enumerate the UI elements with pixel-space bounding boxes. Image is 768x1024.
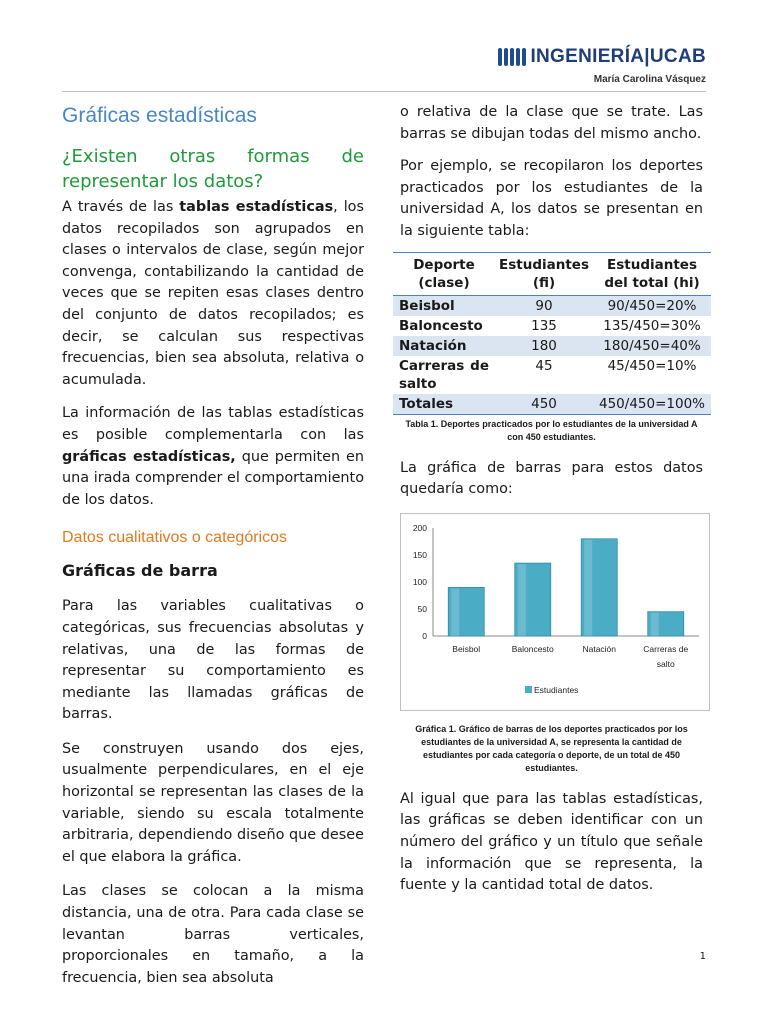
chart-caption: Gráfica 1. Gráfico de barras de los deportes practicados por los estudiantes de la universidad A, se representa la cantidad de estudiantes por cada categoría o deporte, de un total de 450 estudiantes. (415, 723, 688, 773)
y-tick-label: 50 (417, 603, 427, 614)
paragraph-clases: Las clases se colocan a la misma distancia, una de otra. Para cada clase se levantan barras verticales, proporcionales en tamaño, a la frecuencia, bien sea absoluta (62, 883, 364, 986)
bar-highlight (584, 540, 592, 636)
header-divider (62, 91, 706, 92)
legend-swatch (525, 686, 532, 693)
table-cell: Baloncesto (399, 317, 483, 334)
x-tick-label: Baloncesto (511, 643, 554, 654)
x-tick-label: Beisbol (452, 643, 481, 654)
table-cell: 450/450=100% (593, 394, 711, 415)
legend-label: Estudiantes (534, 684, 579, 695)
y-tick-label: 150 (412, 549, 427, 560)
table-caption: Tabla 1. Deportes practicados por lo estudiantes de la universidad A con 450 estudiantes. (405, 418, 698, 442)
table-row (393, 295, 711, 316)
x-tick-label: salto (656, 658, 675, 669)
bar-highlight (451, 588, 459, 636)
paragraph-intro: A través de las tablas estadísticas, los datos recopilados son agrupados en clases o intervalos de clase, según mejor convenga, contabilizando la cantidad de veces que se repiten esas clases dentro del conjunto de datos recopilados; es decir, se calculan sus respectivas frecuencias, bien sea absoluta, relativa o acumulada. (62, 199, 364, 388)
right-column (400, 102, 703, 897)
author-name: María Carolina Vásquez (593, 74, 706, 85)
bar-chart-svg (401, 514, 709, 710)
table-cell: 90 (495, 295, 593, 316)
table-cell: 45/450=10% (607, 357, 697, 374)
table-header: Deporte (clase) (393, 252, 495, 295)
subtitle-cualitativos: Datos cualitativos o categóricos (62, 529, 287, 547)
paragraph-identificacion: Al igual que para las tablas estadísticas, las gráficas se deben identificar con un número del gráfico y un título que señale la información que se representa, la fuente y la cantidad total de datos. (400, 790, 703, 894)
paragraph-ejemplo: Por ejemplo, se recopilaron los deportes practicados por los estudiantes de la universidad A, los datos se presentan en la siguiente tabla: (400, 158, 703, 239)
x-tick-label: Carreras de (643, 643, 689, 654)
table-cell: Natación (393, 336, 495, 356)
paragraph-variables: Para las variables cualitativas o categóricas, sus frecuencias absolutas y relativas, una de las formas de representar su comportamiento es mediante las llamadas gráficas de barras. (62, 598, 364, 723)
paragraph-ejes: Se construyen usando dos ejes, usualmente perpendiculares, en el eje horizontal se representan las clases de la variable, siendo su escala totalmente arbitraria, dependiendo diseño que desee el que elabora la gráfica. (62, 740, 364, 865)
bar-chart (400, 513, 710, 711)
paragraph-grafica-intro: La gráfica de barras para estos datos quedaría como: (400, 459, 703, 498)
page-number: 1 (699, 951, 706, 962)
sports-table (393, 252, 711, 415)
table-row (393, 356, 711, 394)
bar-highlight (518, 564, 526, 636)
logo-mark-icon (498, 48, 526, 66)
y-tick-label: 200 (412, 522, 427, 533)
bar-highlight (651, 612, 659, 635)
table-cell: 135/450=30% (603, 317, 701, 334)
left-column (62, 100, 364, 989)
table-row (393, 336, 711, 356)
table-row (393, 394, 711, 415)
paragraph-relativa: o relativa de la clase que se trate. Las barras se dibujan todas del mismo ancho. (400, 104, 703, 142)
page-title: Gráficas estadísticas (62, 104, 257, 127)
table-row (393, 316, 711, 336)
y-tick-label: 0 (422, 630, 427, 641)
table-cell: 90/450=20% (593, 295, 711, 316)
table-cell: Totales (393, 394, 495, 415)
heading-graficas-barra: Gráficas de barra (62, 561, 218, 581)
y-tick-label: 100 (412, 576, 427, 587)
table-cell: 45 (535, 357, 553, 374)
table-cell: 180 (495, 336, 593, 356)
table-header: Estudiantes del total (hi) (593, 252, 711, 295)
table-header: Estudiantes (fi) (495, 252, 593, 295)
table-cell: 135 (531, 317, 557, 334)
section-question: ¿Existen otras formas de representar los datos? (62, 146, 364, 192)
logo-text: INGENIERÍA|UCAB (530, 46, 706, 67)
table-cell: 450 (495, 394, 593, 415)
table-cell: Beisbol (393, 295, 495, 316)
table-cell: 180/450=40% (593, 336, 711, 356)
paragraph-graficas: La información de las tablas estadísticas es posible complementarla con las gráficas estadísticas, que permiten en una irada comprender el comportamiento de los datos. (62, 405, 364, 508)
logo (498, 46, 706, 68)
x-tick-label: Natación (582, 643, 617, 654)
table-cell: Carreras de salto (399, 357, 489, 392)
